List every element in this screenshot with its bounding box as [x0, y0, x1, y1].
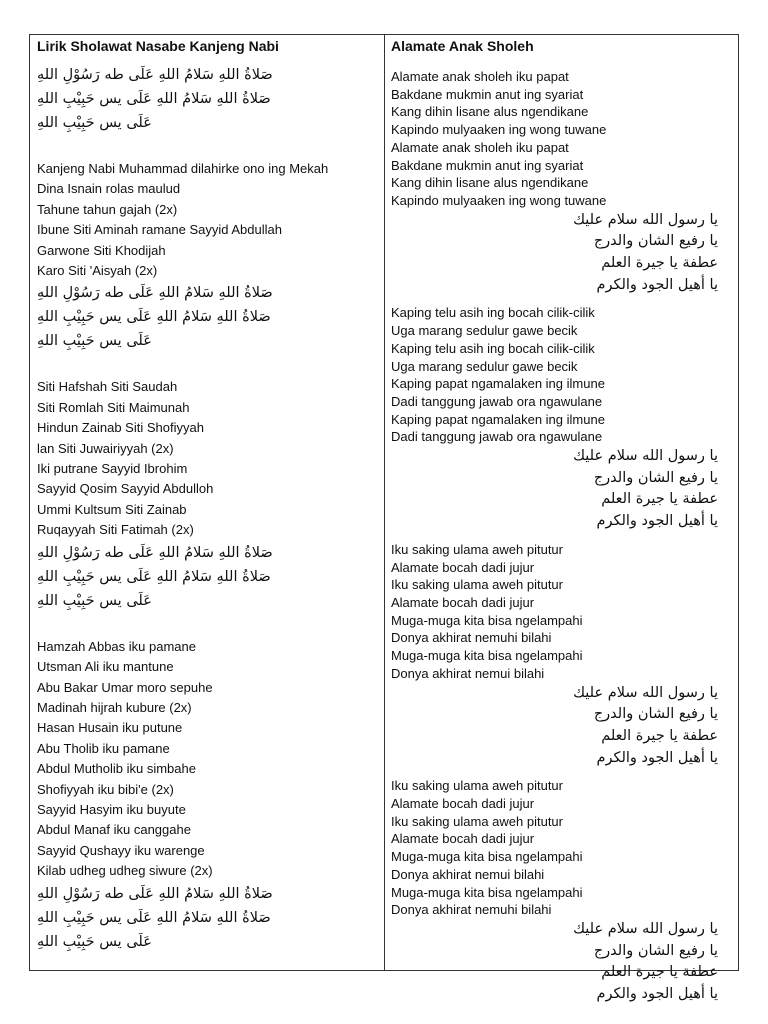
lyric-line: Iku saking ulama aweh pitutur	[391, 813, 563, 829]
arabic-chorus-line: عطفة يا جيرة العلم	[601, 491, 718, 508]
lyric-line: Hamzah Abbas iku pamane	[37, 638, 196, 654]
arabic-chorus-line: عطفة يا جيرة العلم	[601, 727, 718, 744]
lyric-line: Kanjeng Nabi Muhammad dilahirke ono ing Mekah	[37, 161, 329, 176]
lyric-line: Karo Siti 'Aisyah (2x)	[37, 263, 158, 279]
lyric-line: Kaping papat ngamalaken ing ilmune	[391, 411, 605, 427]
arabic-chorus-line: يا رفيع الشان والدرج	[593, 706, 718, 723]
lyric-line: Hasan Husain iku putune	[37, 720, 183, 736]
arabic-chorus-line: صَلاةُ اللهِ سَلامُ اللهِ عَلَى يس حَبِيْبِ اللهِ	[37, 91, 271, 107]
arabic-chorus-line: يا أهيل الجود والكرم	[596, 986, 718, 1003]
lyric-line: Alamate anak sholeh iku papat	[391, 69, 569, 84]
lyric-line: Garwone Siti Khodijah	[37, 242, 166, 258]
lyric-line: Bakdane mukmin anut ing syariat	[391, 86, 584, 102]
lyric-line: Iku saking ulama aweh pitutur	[391, 778, 563, 794]
left-lyrics	[37, 63, 384, 954]
lyric-line: Hindun Zainab Siti Shofiyyah	[37, 420, 204, 436]
lyric-line: Iku saking ulama aweh pitutur	[391, 541, 563, 557]
lyric-line: Ruqayyah Siti Fatimah (2x)	[37, 522, 194, 538]
lyric-line: Kaping telu asih ing bocah cilik-cilik	[391, 340, 595, 356]
right-column	[385, 35, 738, 1003]
lyric-line: Alamate bocah dadi jujur	[391, 796, 535, 812]
lyric-line: Donya akhirat nemuhi bilahi	[391, 630, 552, 646]
lyric-line: Muga-muga kita bisa ngelampahi	[391, 612, 583, 628]
stanza-gap	[37, 353, 384, 377]
stanza-gap	[37, 613, 384, 637]
lyric-line: Alamate bocah dadi jujur	[391, 831, 535, 847]
arabic-chorus-line: عَلَى يس حَبِيْبِ اللهِ	[37, 592, 152, 609]
left-column	[30, 35, 385, 970]
lyric-line: Alamate bocah dadi jujur	[391, 594, 535, 610]
arabic-chorus-line: يا رسول الله سلام عليك	[573, 920, 718, 937]
lyric-line: Muga-muga kita bisa ngelampahi	[391, 648, 583, 664]
lyric-line: Abdul Manaf iku canggahe	[37, 822, 191, 838]
left-title: Lirik Sholawat Nasabe Kanjeng Nabi	[37, 38, 279, 54]
lyric-line: Alamate bocah dadi jujur	[391, 559, 535, 575]
arabic-chorus-line: يا أهيل الجود والكرم	[596, 276, 718, 293]
lyric-line: Dadi tanggung jawab ora ngawulane	[391, 429, 603, 445]
arabic-chorus-line: يا رسول الله سلام عليك	[573, 448, 718, 465]
lyric-line: Shofiyyah iku bibi'e (2x)	[37, 781, 174, 797]
lyric-line: Muga-muga kita bisa ngelampahi	[391, 849, 583, 865]
lyric-line: Abu Tholib iku pamane	[37, 740, 170, 756]
lyric-line: Iki putrane Sayyid Ibrohim	[37, 461, 188, 477]
lyric-line: Dina Isnain rolas maulud	[37, 181, 181, 197]
lyric-line: lan Siti Juwairiyyah (2x)	[37, 440, 174, 456]
arabic-chorus-line: عطفة يا جيرة العلم	[601, 255, 718, 272]
arabic-chorus-line: يا أهيل الجود والكرم	[596, 513, 718, 530]
arabic-chorus-line: عَلَى يس حَبِيْبِ اللهِ	[37, 333, 152, 350]
arabic-chorus-line: صَلاةُ اللهِ سَلامُ اللهِ عَلَى يس حَبِيْبِ اللهِ	[37, 568, 271, 585]
arabic-chorus-line: يا رسول الله سلام عليك	[573, 684, 718, 701]
arabic-chorus-line: عطفة يا جيرة العلم	[601, 964, 718, 981]
stanza-gap	[37, 135, 384, 159]
right-title: Alamate Anak Sholeh	[391, 38, 534, 54]
arabic-chorus-line: صَلاةُ اللهِ سَلامُ اللهِ عَلَى طه رَسُوْلِ اللهِ	[37, 885, 273, 902]
stanza-gap	[391, 533, 732, 541]
arabic-chorus-line: صَلاةُ اللهِ سَلامُ اللهِ عَلَى يس حَبِيْبِ اللهِ	[37, 309, 271, 326]
arabic-chorus-line: يا رفيع الشان والدرج	[593, 942, 718, 959]
lyric-line: Donya akhirat nemuhi bilahi	[391, 902, 552, 918]
lyric-line: Siti Hafshah Siti Saudah	[37, 379, 178, 395]
lyric-line: Kapindo mulyaaken ing wong tuwane	[391, 192, 607, 208]
right-lyrics	[391, 68, 732, 1006]
lyric-line: Siti Romlah Siti Maimunah	[37, 399, 190, 415]
lyric-line: Kang dihin lisane alus ngendikane	[391, 175, 589, 191]
lyric-line: Kang dihin lisane alus ngendikane	[391, 104, 589, 120]
lyric-line: Sayyid Qushayy iku warenge	[37, 842, 205, 858]
lyric-line: Sayyid Qosim Sayyid Abdulloh	[37, 481, 214, 497]
lyric-line: Alamate anak sholeh iku papat	[391, 139, 569, 155]
arabic-chorus-line: صَلاةُ اللهِ سَلامُ اللهِ عَلَى طه رَسُوْلِ اللهِ	[37, 285, 273, 302]
arabic-chorus-line: صَلاةُ اللهِ سَلامُ اللهِ عَلَى طه رَسُوْلِ اللهِ	[37, 544, 273, 561]
lyric-line: Ummi Kultsum Siti Zainab	[37, 501, 187, 517]
arabic-chorus-line: صَلاةُ اللهِ سَلامُ اللهِ عَلَى يس حَبِيْبِ اللهِ	[37, 909, 271, 926]
lyric-line: Kilab udheg udheg siwure (2x)	[37, 863, 213, 879]
lyric-line: Kaping telu asih ing bocah cilik-cilik	[391, 305, 595, 321]
lyrics-table	[29, 34, 739, 1003]
stanza-gap	[391, 296, 732, 304]
lyric-line: Abu Bakar Umar moro sepuhe	[37, 679, 213, 695]
arabic-chorus-line: يا أهيل الجود والكرم	[596, 749, 718, 766]
lyric-line: Ibune Siti Aminah ramane Sayyid Abdullah	[37, 222, 282, 238]
lyric-line: Tahune tahun gajah (2x)	[37, 201, 178, 217]
lyric-line: Uga marang sedulur gawe becik	[391, 323, 578, 339]
lyric-line: Uga marang sedulur gawe becik	[391, 358, 578, 374]
arabic-chorus-line: عَلَى يس حَبِيْبِ اللهِ	[37, 115, 152, 131]
stanza-gap	[391, 769, 732, 777]
lyric-line: Donya akhirat nemui bilahi	[391, 866, 545, 882]
arabic-chorus-line: يا رسول الله سلام عليك	[573, 211, 718, 228]
lyric-line: Madinah hijrah kubure (2x)	[37, 699, 192, 715]
arabic-chorus-line: يا رفيع الشان والدرج	[593, 469, 718, 486]
lyric-line: Utsman Ali iku mantune	[37, 659, 174, 675]
lyric-line: Bakdane mukmin anut ing syariat	[391, 157, 584, 173]
arabic-chorus-line: صَلاةُ اللهِ سَلامُ اللهِ عَلَى طه رَسُوْلِ اللهِ	[37, 67, 273, 83]
lyric-line: Kaping papat ngamalaken ing ilmune	[391, 376, 605, 392]
lyric-line: Muga-muga kita bisa ngelampahi	[391, 884, 583, 900]
arabic-chorus-line: يا رفيع الشان والدرج	[593, 233, 718, 250]
lyric-line: Dadi tanggung jawab ora ngawulane	[391, 393, 603, 409]
lyric-line: Donya akhirat nemui bilahi	[391, 665, 545, 681]
arabic-chorus-line: عَلَى يس حَبِيْبِ اللهِ	[37, 933, 152, 950]
lyric-line: Abdul Mutholib iku simbahe	[37, 761, 196, 777]
lyric-line: Kapindo mulyaaken ing wong tuwane	[391, 122, 607, 138]
lyric-line: Iku saking ulama aweh pitutur	[391, 577, 563, 593]
lyric-line: Sayyid Hasyim iku buyute	[37, 801, 186, 817]
